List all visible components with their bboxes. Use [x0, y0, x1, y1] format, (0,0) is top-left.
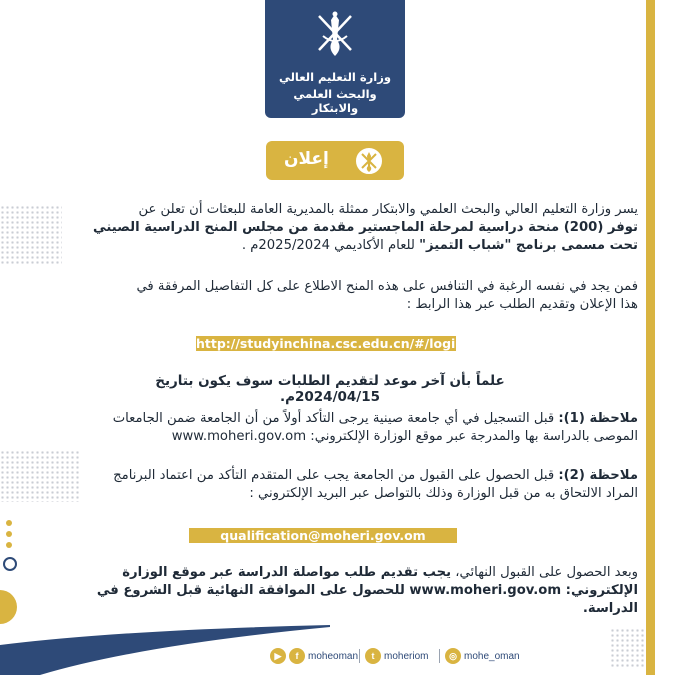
note-1-label: ملاحظة (1):: [558, 411, 638, 426]
side-ring: [3, 557, 17, 571]
note-1-line-1: [18, 410, 638, 428]
deadline-notice: علماً بأن آخر موعد لتقديم الطلبات سوف يكون بتاريخ 2024/04/15م.: [155, 373, 505, 405]
dots-pattern-bottom-right: [610, 628, 644, 668]
khanjar-emblem-icon: [313, 10, 357, 62]
social-footer: [265, 645, 605, 667]
social-instagram[interactable]: [445, 647, 520, 665]
program-name: تحت مسمى برنامج "شباب التميز": [419, 238, 638, 253]
side-dot-3: [6, 542, 12, 548]
youtube-facebook-handle: moheoman: [308, 650, 359, 662]
academic-year: للعام الأكاديمي 2025/2024م .: [241, 238, 420, 253]
social-youtube-facebook[interactable]: [270, 647, 358, 665]
final-line-2: الإلكتروني: www.moheri.gov.om للحصول على الموافقة النهائية قبل الشروع في: [96, 583, 638, 598]
announcement-badge: [266, 141, 404, 180]
invite-line-1: فمن يجد في نفسه الرغبة في التنافس على هذه المنح الاطلاع على كل التفاصيل المرفقة في: [136, 279, 638, 294]
note-2-line-2: المراد الالتحاق به من قبل الوزارة وذلك بالتواصل عبر البريد الإلكتروني :: [249, 486, 638, 501]
twitter-handle: moheriom: [384, 650, 429, 662]
final-line-1-bold: يجب تقديم طلب مواصلة الدراسة عبر موقع الوزارة: [122, 565, 452, 580]
intro-line-2: توفر (200) منحة دراسية لمرحلة الماجستير مقدمة من مجلس المنح الدراسية الصيني: [93, 220, 638, 235]
social-twitter[interactable]: [365, 647, 428, 665]
youtube-icon: ▶: [270, 648, 286, 664]
twitter-icon: t: [365, 648, 381, 664]
final-line-1: [18, 564, 638, 582]
invite-line-2: هذا الإعلان وتقديم الطلب عبر هذا الرابط :: [406, 297, 638, 312]
note-1-line-2: الموصى بالدراسة بها والمدرجة عبر موقع الوزارة الإلكتروني: www.moheri.gov.om: [171, 429, 638, 444]
final-line-1-normal: وبعد الحصول على القبول النهائي،: [451, 565, 638, 580]
instagram-handle: mohe_oman: [464, 650, 520, 662]
footer-divider-2: [439, 649, 440, 663]
intro-line-3: [18, 237, 638, 255]
email-link[interactable]: qualification@moheri.gov.om: [189, 528, 457, 543]
emblem-seal-icon: [354, 146, 384, 176]
right-gold-bar: [646, 0, 655, 675]
footer-divider-1: [359, 649, 360, 663]
ministry-name-line1: وزارة التعليم العالي: [278, 70, 391, 84]
ministry-name-line2: والبحث العلمي والابتكار: [293, 87, 377, 115]
side-dot-2: [6, 531, 12, 537]
instagram-icon: ◎: [445, 648, 461, 664]
note-2-line-1: [18, 467, 638, 485]
ministry-logo: [265, 0, 405, 118]
announcement-title: إعلان: [284, 149, 329, 169]
side-dot-1: [6, 520, 12, 526]
facebook-icon: f: [289, 648, 305, 664]
note-2-label: ملاحظة (2):: [558, 468, 638, 483]
note-2-text: قبل الحصول على القبول من الجامعة يجب على المتقدم التأكد من اعتماد البرنامج: [113, 468, 559, 483]
note-1-text: قبل التسجيل في أي جامعة صينية يرجى التأكد أولاً من أن الجامعة ضمن الجامعات: [112, 411, 559, 426]
final-line-3: الدراسة.: [582, 601, 638, 616]
intro-line-1: يسر وزارة التعليم العالي والبحث العلمي والابتكار ممثلة بالمديرية العامة للبعثات أن تعلن عن: [138, 202, 638, 217]
apply-link[interactable]: http://studyinchina.csc.edu.cn/#/login: [196, 336, 465, 351]
